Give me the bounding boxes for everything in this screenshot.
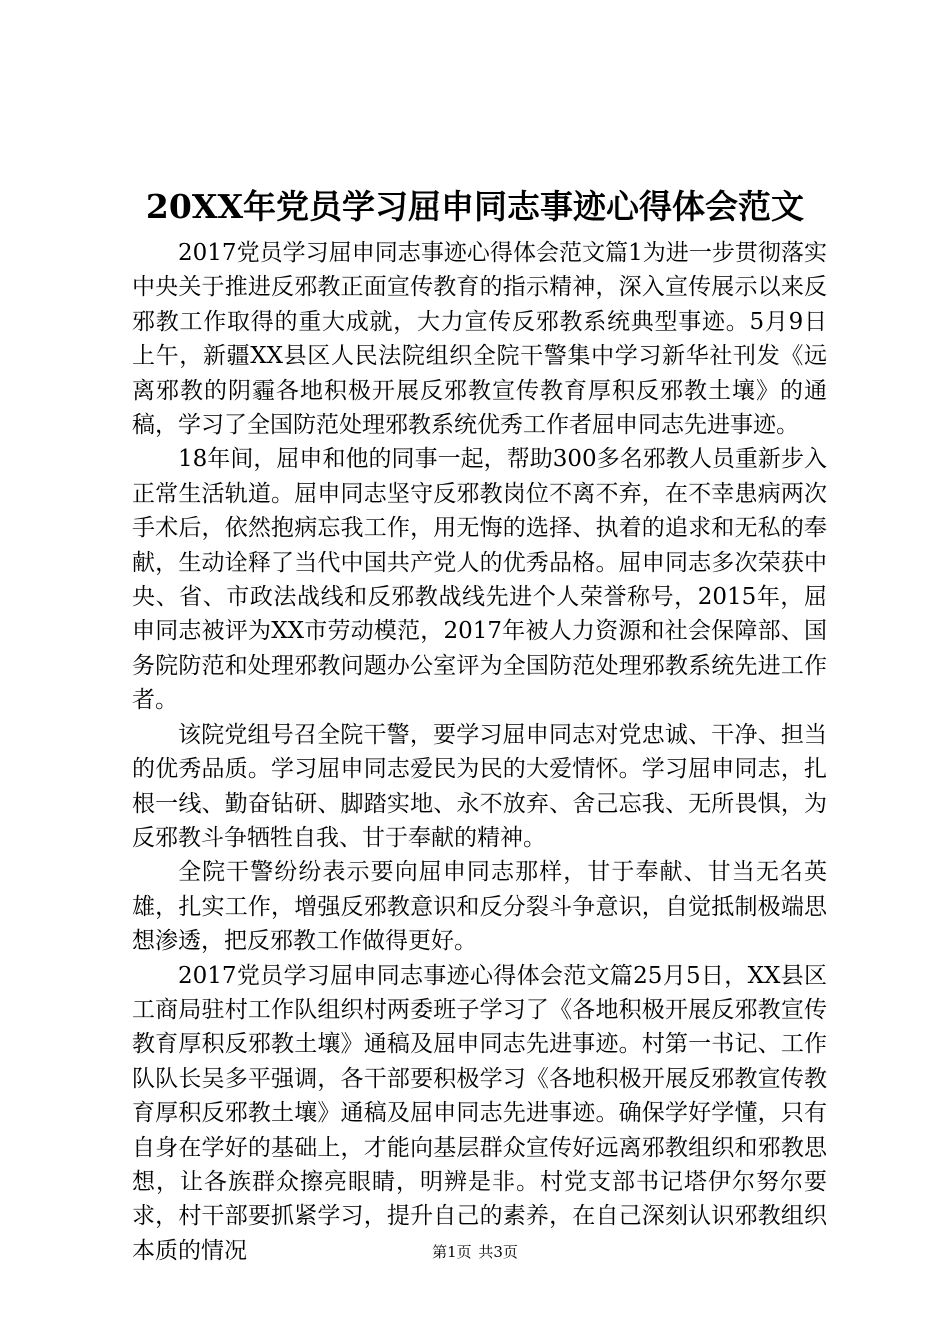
document-title: 20XX年党员学习屈申同志事迹心得体会范文 (145, 187, 805, 226)
page-total: 共3页 (478, 1243, 518, 1261)
page-number: 第1页 (432, 1243, 472, 1261)
page-footer (0, 1242, 950, 1262)
document-body (132, 236, 827, 1268)
paragraph: 2017党员学习屈申同志事迹心得体会范文篇25月5日，XX县区工商局驻村工作队组织村两委班子学习了《各地积极开展反邪教宣传教育厚积反邪教土壤》通稿及屈申同志先进事迹。村第一书记、工作队队长吴多平强调，各干部要积极学习《各地积极开展反邪教宣传教育厚积反邪教土壤》通稿及屈申同志先进事迹。确保学好学懂，只有自身在学好的基础上，才能向基层群众宣传好远离邪教组织和邪教思想，让各族群众擦亮眼睛，明辨是非。村党支部书记塔伊尔努尔要求，村干部要抓紧学习，提升自己的素养，在自己深刻认识邪教组织本质的情况 (132, 962, 827, 1264)
paragraph: 2017党员学习屈申同志事迹心得体会范文篇1为进一步贯彻落实中央关于推进反邪教正面宣传教育的指示精神，深入宣传展示以来反邪教工作取得的重大成就，大力宣传反邪教系统典型事迹。5月9日上午，新疆XX县区人民法院组织全院干警集中学习新华社刊发《远离邪教的阴霾各地积极开展反邪教宣传教育厚积反邪教土壤》的通稿，学习了全国防范处理邪教系统优秀工作者屈申同志先进事迹。 (132, 240, 827, 439)
paragraph: 全院干警纷纷表示要向屈申同志那样，甘于奉献、甘当无名英雄，扎实工作，增强反邪教意识和反分裂斗争意识，自觉抵制极端思想渗透，把反邪教工作做得更好。 (132, 859, 827, 955)
paragraph: 18年间，屈申和他的同事一起，帮助300多名邪教人员重新步入正常生活轨道。屈申同志坚守反邪教岗位不离不弃，在不幸患病两次手术后，依然抱病忘我工作，用无悔的选择、执着的追求和无私的奉献，生动诠释了当代中国共产党人的优秀品格。屈申同志多次荣获中央、省、市政法战线和反邪教战线先进个人荣誉称号，2015年，屈申同志被评为XX市劳动模范，2017年被人力资源和社会保障部、国务院防范和处理邪教问题办公室评为全国防范处理邪教系统先进工作者。 (132, 446, 827, 714)
paragraph: 该院党组号召全院干警，要学习屈申同志对党忠诚、干净、担当的优秀品质。学习屈申同志爱民为民的大爱情怀。学习屈申同志，扎根一线、勤奋钻研、脚踏实地、永不放弃、舍己忘我、无所畏惧，为反邪教斗争牺牲自我、甘于奉献的精神。 (132, 721, 827, 851)
